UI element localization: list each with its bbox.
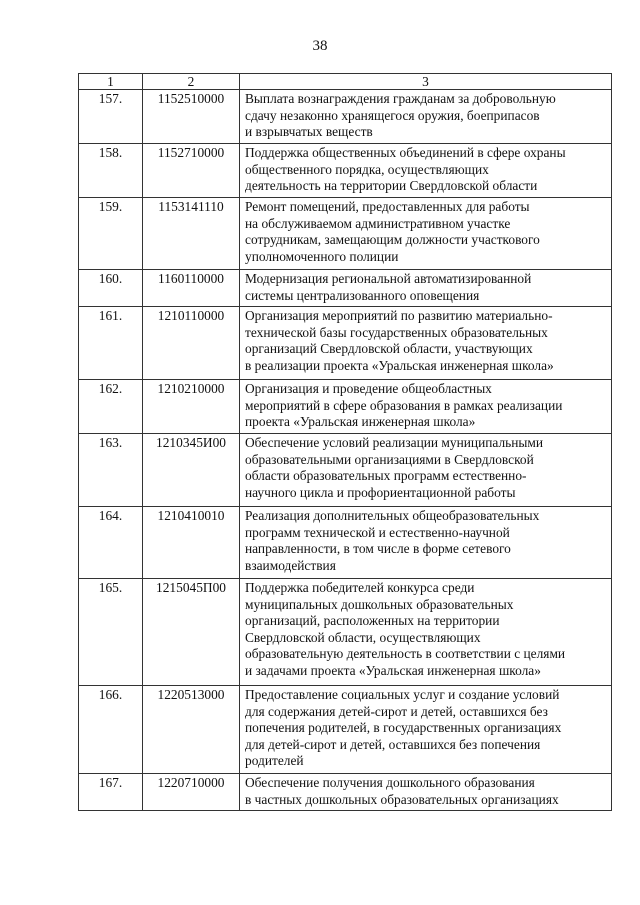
row-number: 159.	[79, 198, 143, 270]
row-description: Поддержка победителей конкурса среди муниципальных дошкольных образовательных организаций, расположенных на территории Свердловской области, осуществляющих образовательную деятельность в соответствии с целями и задачами проекта «Уральская инженерная школа»	[240, 579, 612, 686]
row-code: 1210110000	[143, 307, 240, 380]
row-description: Обеспечение получения дошкольного образования в частных дошкольных образовательных организациях	[240, 774, 612, 811]
row-code: 1210345И00	[143, 434, 240, 507]
row-code: 1220513000	[143, 686, 240, 774]
row-description: Поддержка общественных объединений в сфере охраны общественного порядка, осуществляющих деятельность на территории Свердловской области	[240, 144, 612, 198]
row-number: 163.	[79, 434, 143, 507]
table-row	[79, 90, 612, 144]
table-row	[79, 307, 612, 380]
row-code: 1215045П00	[143, 579, 240, 686]
table-row	[79, 198, 612, 270]
row-code: 1160110000	[143, 270, 240, 307]
row-number: 158.	[79, 144, 143, 198]
row-number: 160.	[79, 270, 143, 307]
table-row	[79, 686, 612, 774]
table-row	[79, 579, 612, 686]
column-header-number: 1	[79, 74, 143, 90]
row-code: 1152510000	[143, 90, 240, 144]
row-number: 166.	[79, 686, 143, 774]
row-description: Обеспечение условий реализации муниципальными образовательными организациями в Свердловской области образовательных программ естественно- научного цикла и профориентационной работы	[240, 434, 612, 507]
row-code: 1220710000	[143, 774, 240, 811]
row-number: 161.	[79, 307, 143, 380]
table-row	[79, 270, 612, 307]
row-code: 1152710000	[143, 144, 240, 198]
row-number: 162.	[79, 380, 143, 434]
table-row	[79, 774, 612, 811]
row-description: Организация мероприятий по развитию материально- технической базы государственных образовательных организаций Свердловской области, участвующих в реализации проекта «Уральская инженерная школа»	[240, 307, 612, 380]
table-header-row	[79, 74, 612, 90]
row-number: 167.	[79, 774, 143, 811]
row-number: 165.	[79, 579, 143, 686]
row-code: 1153141110	[143, 198, 240, 270]
row-code: 1210410010	[143, 507, 240, 579]
row-number: 164.	[79, 507, 143, 579]
row-description: Ремонт помещений, предоставленных для работы на обслуживаемом административном участке сотрудникам, замещающим должности участкового уполномоченного полиции	[240, 198, 612, 270]
page-number: 38	[312, 38, 328, 54]
table-row	[79, 507, 612, 579]
row-description: Реализация дополнительных общеобразовательных программ технической и естественно-научной направленности, в том числе в форме сетевого взаимодействия	[240, 507, 612, 579]
table-row	[79, 380, 612, 434]
row-description: Модернизация региональной автоматизированной системы централизованного оповещения	[240, 270, 612, 307]
row-number: 157.	[79, 90, 143, 144]
row-description: Предоставление социальных услуг и создание условий для содержания детей-сирот и детей, оставшихся без попечения родителей, в государственных организациях для детей-сирот и детей, оставшихся без попечения родителей	[240, 686, 612, 774]
column-header-description: 3	[240, 74, 612, 90]
row-code: 1210210000	[143, 380, 240, 434]
row-description: Организация и проведение общеобластных мероприятий в сфере образования в рамках реализации проекта «Уральская инженерная школа»	[240, 380, 612, 434]
column-header-code: 2	[143, 74, 240, 90]
row-description: Выплата вознаграждения гражданам за добровольную сдачу незаконно хранящегося оружия, боеприпасов и взрывчатых веществ	[240, 90, 612, 144]
table-row	[79, 434, 612, 507]
budget-classification-table	[78, 73, 612, 811]
table-row	[79, 144, 612, 198]
